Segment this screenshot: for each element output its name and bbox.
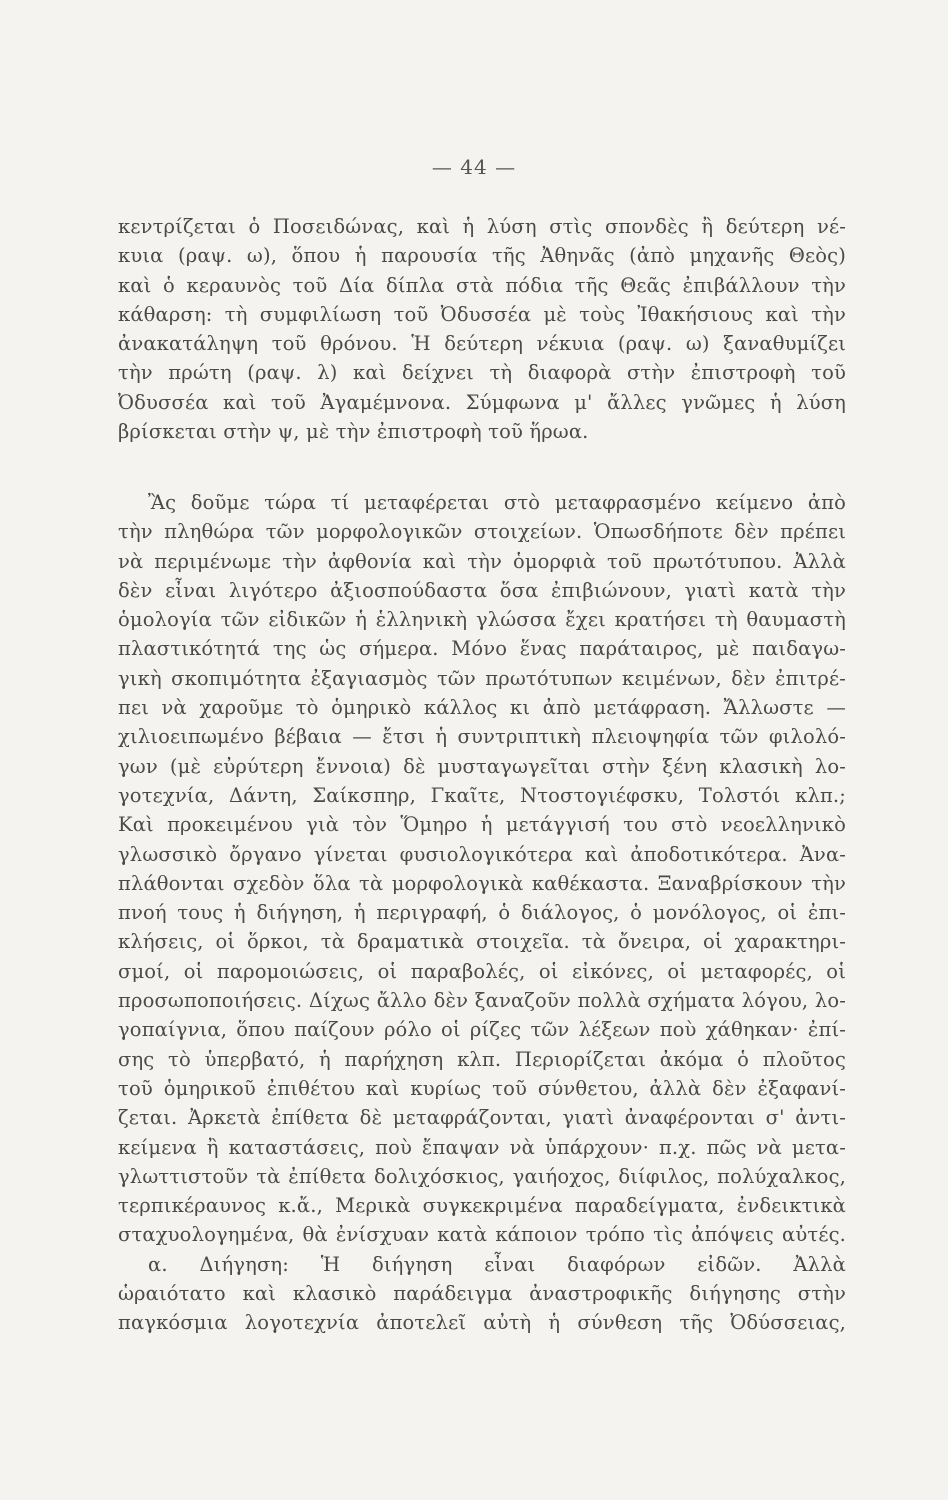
text-line: γλωττιστοῦν τὰ ἐπίθετα δολιχόσκιος, γαιήοχος, διίφιλος, πολύχαλκος, xyxy=(118,1164,846,1188)
paragraph-2 xyxy=(118,488,846,1338)
text-line: τὴν πρώτη (ραψ. λ) καὶ δείχνει τὴ διαφορὰ στὴν ἐπιστροφὴ τοῦ xyxy=(118,361,846,385)
text-line: κείμενα ἢ καταστάσεις, ποὺ ἔπαψαν νὰ ὑπάρχουν· π.χ. πῶς νὰ μετα- xyxy=(118,1135,846,1159)
text-line: πλάθονται σχεδὸν ὅλα τὰ μορφολογικὰ καθέκαστα. Ξαναβρίσκουν τὴν xyxy=(118,871,846,895)
text-line: δὲν εἶναι λιγότερο ἀξιοσπούδαστα ὅσα ἐπιβιώνουν, γιατὶ κατὰ τὴν xyxy=(118,578,846,602)
text-line: τοῦ ὁμηρικοῦ ἐπιθέτου καὶ κυρίως τοῦ σύνθετου, ἀλλὰ δὲν ἐξαφανί- xyxy=(118,1076,846,1100)
text-line: γοτεχνία, Δάντη, Σαίκσπηρ, Γκαῖτε, Ντοστογιέφσκυ, Τολστόι κλπ.; xyxy=(118,783,846,807)
text-line: κλήσεις, οἱ ὅρκοι, τὰ δραματικὰ στοιχεῖα. τὰ ὄνειρα, οἱ χαρακτηρι- xyxy=(118,930,846,954)
text-line: Ὀδυσσέα καὶ τοῦ Ἀγαμέμνονα. Σύμφωνα μ' ἄλλες γνῶμες ἡ λύση xyxy=(118,390,846,414)
text-line: νὰ περιμένωμε τὴν ἀφθονία καὶ τὴν ὁμορφιὰ τοῦ πρωτότυπου. Ἀλλὰ xyxy=(118,549,846,573)
text-line: κυια (ραψ. ω), ὅπου ἡ παρουσία τῆς Ἀθηνᾶς (ἀπὸ μηχανῆς Θεὸς) xyxy=(118,244,846,268)
text-line: τὴν πληθώρα τῶν μορφολογικῶν στοιχείων. Ὁπωσδήποτε δὲν πρέπει xyxy=(118,520,846,544)
text-line: ὡραιότατο καὶ κλασικὸ παράδειγμα ἀναστροφικῆς διήγησης στὴν xyxy=(118,1282,846,1306)
text-line: προσωποποιήσεις. Δίχως ἄλλο δὲν ξαναζοῦν πολλὰ σχήματα λόγου, λο- xyxy=(118,989,846,1013)
text-line: καὶ ὁ κεραυνὸς τοῦ Δία δίπλα στὰ πόδια τῆς Θεᾶς ἐπιβάλλουν τὴν xyxy=(118,273,846,297)
text-line: παγκόσμια λογοτεχνία ἀποτελεῖ αὐτὴ ἡ σύνθεση τῆς Ὀδύσσειας, xyxy=(118,1311,846,1335)
text-line: πνοή τους ἡ διήγηση, ἡ περιγραφή, ὁ διάλογος, ὁ μονόλογος, οἱ ἐπι- xyxy=(118,901,846,925)
text-line: σταχυολογημένα, θὰ ἐνίσχυαν κατὰ κάποιον τρόπο τὶς ἀπόψεις αὐτές. xyxy=(118,1223,846,1247)
text-line: γοπαίγνια, ὅπου παίζουν ρόλο οἱ ρίζες τῶν λέξεων ποὺ χάθηκαν· ἐπί- xyxy=(118,1018,846,1042)
text-line: πει νὰ χαροῦμε τὸ ὁμηρικὸ κάλλος κι ἀπὸ μετάφραση. Ἄλλωστε — xyxy=(118,696,846,720)
text-line: Καὶ προκειμένου γιὰ τὸν Ὅμηρο ἡ μετάγγισή του στὸ νεοελληνικὸ xyxy=(118,813,846,837)
text-line: σης τὸ ὑπερβατό, ἡ παρήχηση κλπ. Περιορίζεται ἀκόμα ὁ πλοῦτος xyxy=(118,1047,846,1071)
text-line: κάθαρση: τὴ συμφιλίωση τοῦ Ὀδυσσέα μὲ τοὺς Ἰθακήσιους καὶ τὴν xyxy=(118,302,846,326)
page-number: — 44 — xyxy=(431,155,517,179)
text-line: γλωσσικὸ ὄργανο γίνεται φυσιολογικότερα καὶ ἀποδοτικότερα. Ἀνα- xyxy=(118,842,846,866)
text-line: Ἂς δοῦμε τώρα τί μεταφέρεται στὸ μεταφρασμένο κείμενο ἀπὸ xyxy=(148,491,846,514)
text-line: γων (μὲ εὐρύτερη ἔννοια) δὲ μυσταγωγεῖται στὴν ξένη κλασικὴ λο- xyxy=(118,754,846,778)
paragraph-1 xyxy=(118,212,846,446)
text-line: σμοί, οἱ παρομοιώσεις, οἱ παραβολές, οἱ εἰκόνες, οἱ μεταφορές, οἱ xyxy=(118,959,846,983)
text-line: ὁμολογία τῶν εἰδικῶν ἡ ἑλληνικὴ γλώσσα ἔχει κρατήσει τὴ θαυμαστὴ xyxy=(118,608,846,632)
text-line: τερπικέραυνος κ.ἄ., Μερικὰ συγκεκριμένα παραδείγματα, ἐνδεικτικὰ xyxy=(118,1194,846,1218)
text-line: κεντρίζεται ὁ Ποσειδώνας, καὶ ἡ λύση στὶς σπονδὲς ἢ δεύτερη νέ- xyxy=(118,215,846,238)
text-line: πλαστικότητά της ὡς σήμερα. Μόνο ἕνας παράταιρος, μὲ παιδαγω- xyxy=(118,637,846,661)
text-line: γικὴ σκοπιμότητα ἐξαγιασμὸς τῶν πρωτότυπων κειμένων, δὲν ἐπιτρέ- xyxy=(118,666,846,690)
text-line: βρίσκεται στὴν ψ, μὲ τὴν ἐπιστροφὴ τοῦ ἥρωα. xyxy=(118,420,589,444)
text-line: χιλιοειπωμένο βέβαια — ἔτσι ἡ συντριπτικὴ πλειοψηφία τῶν φιλολό- xyxy=(118,725,846,749)
text-line: ζεται. Ἀρκετὰ ἐπίθετα δὲ μεταφράζονται, γιατὶ ἀναφέρονται σ' ἀντι- xyxy=(118,1106,846,1130)
text-line: α. Διήγηση: Ἡ διήγηση εἶναι διαφόρων εἰδῶν. Ἀλλὰ xyxy=(148,1252,846,1276)
text-line: ἀνακατάληψη τοῦ θρόνου. Ἡ δεύτερη νέκυια (ραψ. ω) ξαναθυμίζει xyxy=(118,332,846,356)
